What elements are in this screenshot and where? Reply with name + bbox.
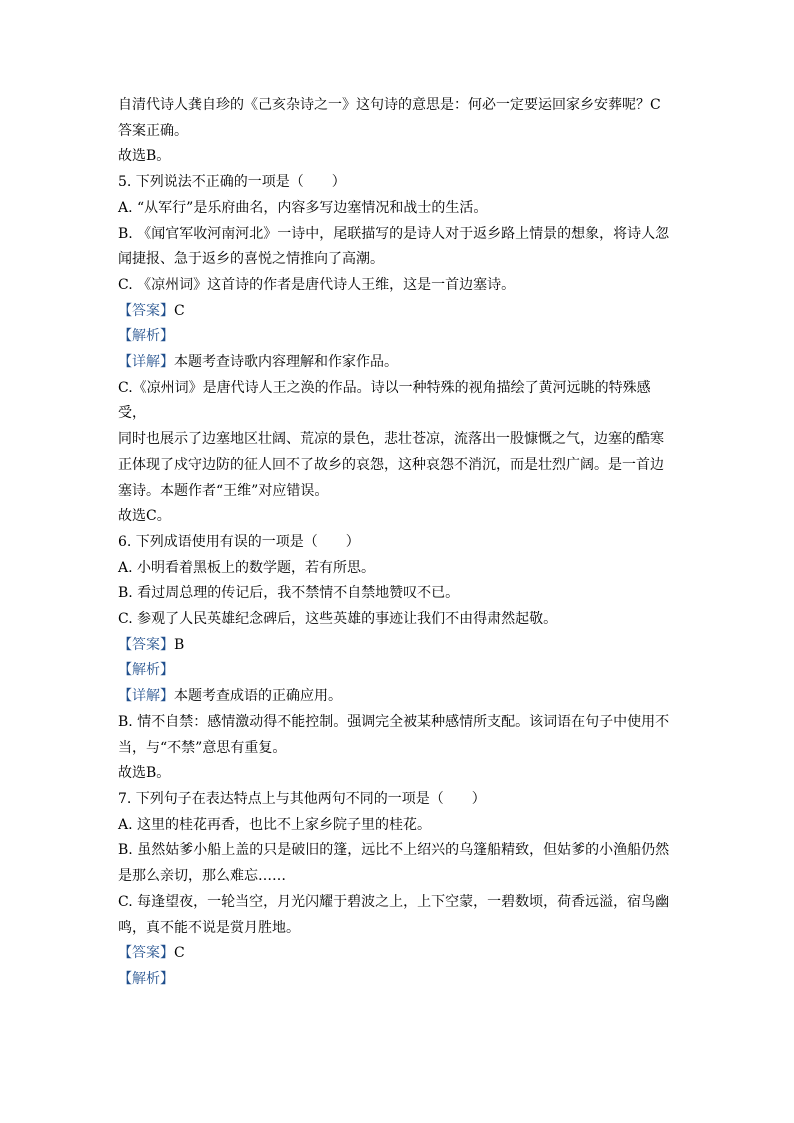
labeled-line	[118, 658, 676, 684]
section-text: C	[174, 302, 185, 319]
text-line: B. 虽然姑爹小船上盖的只是破旧的篷，远比不上绍兴的乌篷船精致，但姑爹的小渔船仍然	[118, 842, 670, 859]
text-line: 塞诗。本题作者“王维”对应错误。	[118, 482, 329, 499]
text-line: B. 情不自禁：感情激动得不能控制。强调完全被某种感情所支配。该词语在句子中使用不	[118, 713, 670, 730]
section-label: 【答案】	[118, 302, 174, 319]
text-line: 自清代诗人龚自珍的《己亥杂诗之一》这句诗的意思是：何必一定要运回家乡安葬呢？C	[118, 97, 661, 113]
section-label: 【答案】	[118, 945, 174, 962]
text-line: C. 每逢望夜，一轮当空，月光闪耀于碧波之上，上下空蒙，一碧数顷，荷香远溢，宿鸟幽	[118, 893, 670, 910]
text-line: 故选B。	[118, 148, 171, 165]
text-line: 故选C。	[118, 508, 171, 525]
text-line: A. 小明看着黑板上的数学题，若有所思。	[118, 559, 376, 576]
text-line: A. 这里的桂花再香，也比不上家乡院子里的桂花。	[118, 816, 432, 833]
section-label: 【详解】	[118, 354, 174, 371]
document-body	[118, 93, 676, 993]
text-line: C.《凉州词》是唐代诗人王之涣的作品。诗以一种特殊的视角描绘了黄河远眺的特殊感受，	[118, 379, 651, 422]
text-line: 当，与“不禁”意思有重复。	[118, 739, 287, 756]
section-text: B	[174, 636, 185, 653]
text-line: 故选B。	[118, 765, 171, 782]
text-line: A. “从军行”是乐府曲名，内容多写边塞情况和战士的生活。	[118, 199, 488, 216]
text-line: 正体现了戍守边防的征人回不了故乡的哀怨，这种哀怨不消沉，而是壮烈广阔。是一首边	[118, 456, 664, 473]
labeled-line	[118, 941, 676, 967]
labeled-line	[118, 633, 676, 659]
text-line: 同时也展示了边塞地区壮阔、荒凉的景色，悲壮苍凉，流落出一股慷慨之气，边塞的酷寒	[118, 431, 664, 448]
section-text: 本题考查成语的正确应用。	[174, 688, 342, 705]
section-label: 【详解】	[118, 688, 174, 705]
text-line: 闻捷报、急于返乡的喜悦之情推向了高潮。	[118, 251, 384, 268]
section-label: 【解析】	[118, 662, 174, 679]
labeled-line	[118, 324, 676, 350]
labeled-line	[118, 684, 676, 710]
text-line: C. 《凉州词》这首诗的作者是唐代诗人王维，这是一首边塞诗。	[118, 276, 516, 293]
section-label: 【答案】	[118, 636, 174, 653]
text-line: 5. 下列说法不正确的一项是（ ）	[118, 174, 346, 191]
labeled-line	[118, 299, 676, 325]
text-line: 7. 下列句子在表达特点上与其他两句不同的一项是（ ）	[118, 790, 486, 807]
text-line: 答案正确。	[118, 122, 188, 139]
text-line: 6. 下列成语使用有误的一项是（ ）	[118, 533, 360, 550]
section-text: C	[174, 945, 185, 962]
labeled-line	[118, 350, 676, 376]
text-line: B. 看过周总理的传记后，我不禁情不自禁地赞叹不已。	[118, 585, 460, 602]
section-text: 本题考查诗歌内容理解和作家作品。	[174, 354, 398, 371]
text-line: B. 《闻官军收河南河北》一诗中，尾联描写的是诗人对于返乡路上情景的想象，将诗人忽	[118, 225, 670, 242]
text-line: C. 参观了人民英雄纪念碑后，这些英雄的事迹让我们不由得肃然起敬。	[118, 611, 558, 628]
section-label: 【解析】	[118, 970, 174, 987]
text-line: 是那么亲切，那么难忘……	[118, 868, 286, 885]
labeled-line	[118, 967, 676, 993]
text-line: 鸣，真不能不说是赏月胜地。	[118, 919, 300, 936]
section-label: 【解析】	[118, 328, 174, 345]
